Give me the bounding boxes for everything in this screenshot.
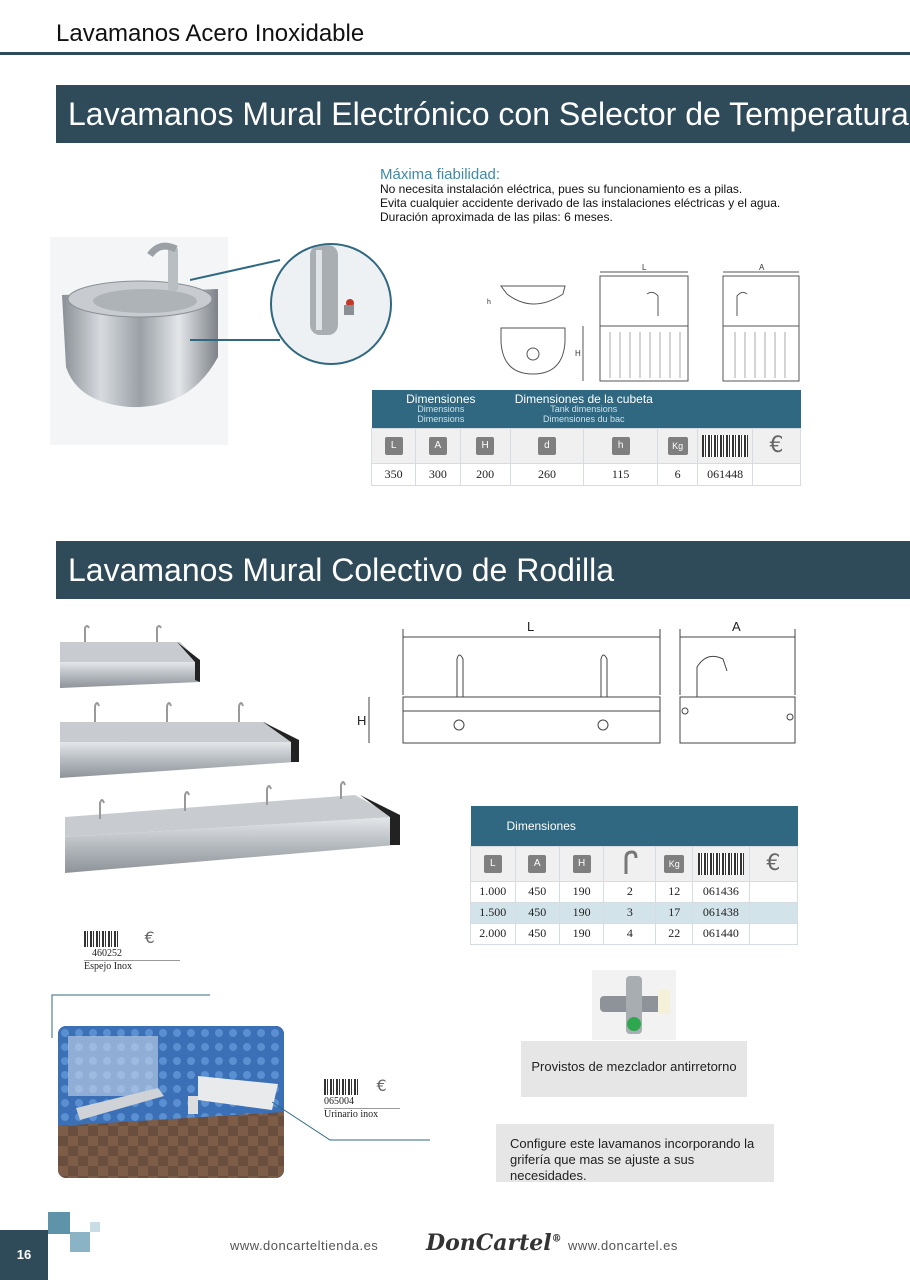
height-icon: H bbox=[573, 855, 591, 873]
note-line: grifería que mas se ajuste a sus necesidades. bbox=[510, 1152, 695, 1183]
product2-title: Lavamanos Mural Colectivo de Rodilla bbox=[56, 541, 910, 599]
table-cell: 190 bbox=[559, 881, 603, 902]
euro-icon: € bbox=[766, 851, 781, 876]
decor-square bbox=[90, 1222, 100, 1232]
decor-square bbox=[70, 1232, 90, 1252]
note-configure bbox=[496, 1124, 774, 1182]
table-cell: 1.500 bbox=[471, 902, 516, 923]
table-cell: 450 bbox=[515, 902, 559, 923]
diameter-icon: d bbox=[538, 437, 556, 455]
table-cell bbox=[749, 902, 797, 923]
table-cell: 061448 bbox=[698, 463, 753, 485]
dim-label-L: L bbox=[642, 263, 647, 272]
table-cell: 260 bbox=[510, 463, 584, 485]
table-cell bbox=[749, 881, 797, 902]
group2-label-en: Tank dimensions bbox=[550, 403, 618, 414]
header-divider bbox=[0, 52, 910, 55]
accessory-code: 065004 bbox=[324, 1096, 354, 1107]
footer-link-shop[interactable]: www.doncarteltienda.es bbox=[230, 1238, 379, 1253]
note-mixer: Provistos de mezclador antirretorno bbox=[521, 1041, 747, 1097]
trough-large bbox=[65, 782, 400, 873]
table-cell: 450 bbox=[515, 923, 559, 944]
height-icon: H bbox=[476, 437, 494, 455]
bathroom-scene-photo bbox=[58, 1026, 284, 1178]
table-cell: 300 bbox=[416, 463, 460, 485]
group2-label-fr: Dimensiones du bac bbox=[543, 413, 625, 424]
dim-label-L: L bbox=[527, 619, 535, 634]
page-number: 16 bbox=[0, 1230, 48, 1280]
barcode-icon bbox=[698, 853, 744, 875]
barcode-icon bbox=[324, 1079, 358, 1095]
dim-label-A: A bbox=[759, 263, 765, 272]
accessory-name: Espejo Inox bbox=[84, 961, 133, 972]
table-cell: 22 bbox=[656, 923, 693, 944]
trough-medium bbox=[60, 703, 299, 778]
page-section-title: Lavamanos Acero Inoxidable bbox=[56, 20, 365, 47]
length-icon: L bbox=[484, 855, 502, 873]
dim-label-H: H bbox=[575, 349, 581, 358]
table-cell: 061440 bbox=[693, 923, 750, 944]
group1-label-fr: Dimensions bbox=[417, 413, 465, 424]
euro-icon: € bbox=[144, 928, 155, 947]
callout-line bbox=[270, 1100, 432, 1145]
table-cell: 061438 bbox=[693, 902, 750, 923]
feature-line: Duración aproximada de las pilas: 6 meses. bbox=[380, 210, 613, 224]
euro-icon: € bbox=[769, 433, 784, 458]
dim-label-h: h bbox=[487, 299, 491, 306]
table-cell: 061436 bbox=[693, 881, 750, 902]
note-line: Configure este lavamanos incorporando la bbox=[510, 1136, 755, 1151]
feature-line: No necesita instalación eléctrica, pues su funcionamiento es a pilas. bbox=[380, 182, 743, 196]
table-cell: 350 bbox=[372, 463, 416, 485]
product1-spec-table bbox=[371, 390, 801, 486]
table-cell bbox=[753, 463, 801, 485]
accessory-espejo bbox=[84, 928, 180, 972]
barcode-icon bbox=[84, 931, 118, 947]
dimensions-header: Dimensiones bbox=[506, 818, 576, 833]
product1-title: Lavamanos Mural Electrónico con Selector de Temperatura bbox=[56, 85, 910, 143]
footer-link-site[interactable]: www.doncartel.es bbox=[568, 1238, 678, 1253]
accessory-code: 460252 bbox=[92, 948, 122, 959]
zoom-connector bbox=[190, 240, 300, 350]
table-cell: 4 bbox=[604, 923, 656, 944]
table-cell: 450 bbox=[515, 881, 559, 902]
width-icon: A bbox=[528, 855, 546, 873]
brand-logo bbox=[426, 1230, 562, 1256]
product2-photos bbox=[55, 620, 405, 885]
table-cell: 190 bbox=[559, 902, 603, 923]
group1-label: Dimensiones bbox=[406, 391, 476, 406]
table-cell: 2 bbox=[604, 881, 656, 902]
feature-title: Máxima fiabilidad: bbox=[380, 166, 501, 183]
table-row bbox=[471, 923, 798, 944]
table-cell: 190 bbox=[559, 923, 603, 944]
decor-square bbox=[48, 1212, 70, 1234]
width-icon: A bbox=[429, 437, 447, 455]
mixer-valve-icon bbox=[592, 970, 676, 1040]
group2-label: Dimensiones de la cubeta bbox=[514, 391, 653, 406]
table-cell: 6 bbox=[657, 463, 697, 485]
trough-small bbox=[60, 626, 200, 688]
registered-mark: ® bbox=[551, 1233, 562, 1245]
bathroom-illustration bbox=[58, 1026, 284, 1178]
length-icon: L bbox=[385, 437, 403, 455]
table-cell bbox=[749, 923, 797, 944]
brand-name: DonCartel bbox=[426, 1230, 552, 1256]
product2-technical-drawing bbox=[355, 615, 805, 750]
mixer-valve-photo bbox=[592, 970, 676, 1040]
accessory-name: Urinario inox bbox=[324, 1109, 379, 1120]
weight-icon: Kg bbox=[668, 437, 688, 455]
product1-technical-drawing bbox=[485, 262, 805, 387]
weight-icon: Kg bbox=[664, 855, 684, 873]
table-cell: 17 bbox=[656, 902, 693, 923]
euro-icon: € bbox=[376, 1076, 387, 1095]
table-cell: 1.000 bbox=[471, 881, 516, 902]
faucet-icon bbox=[622, 850, 638, 874]
product2-spec-table bbox=[470, 806, 798, 945]
table-row bbox=[471, 881, 798, 902]
feature-line: Evita cualquier accidente derivado de las instalaciones eléctricas y el agua. bbox=[380, 196, 781, 210]
table-cell: 2.000 bbox=[471, 923, 516, 944]
dim-label-A: A bbox=[732, 619, 741, 634]
table-cell: 200 bbox=[460, 463, 510, 485]
barcode-icon bbox=[702, 435, 748, 457]
table-cell: 12 bbox=[656, 881, 693, 902]
dim-label-H: H bbox=[357, 713, 367, 728]
table-cell: 3 bbox=[604, 902, 656, 923]
group1-label-en: Dimensions bbox=[417, 403, 465, 414]
table-row bbox=[471, 902, 798, 923]
table-cell: 115 bbox=[584, 463, 658, 485]
depth-icon: h bbox=[612, 437, 630, 455]
